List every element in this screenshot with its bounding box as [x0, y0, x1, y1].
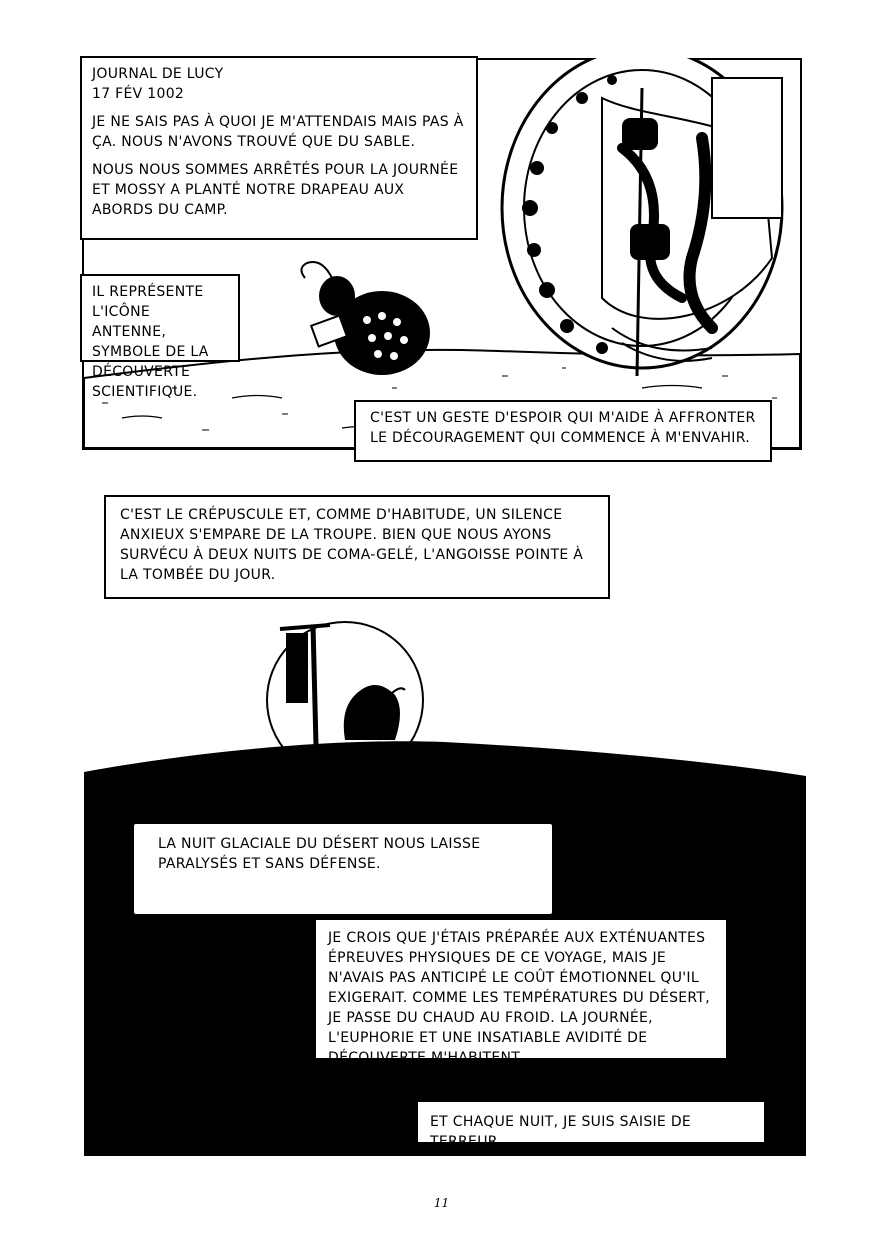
journal-title: JOURNAL DE LUCY [92, 66, 224, 82]
hope-caption: C'EST UN GESTE D'ESPOIR QUI M'AIDE À AFFRONTER LE DÉCOURAGEMENT QUI COMMENCE À M'ENVAHIR. [354, 400, 772, 462]
icon-caption: IL REPRÉSENTE L'ICÔNE ANTENNE, SYMBOLE DE LA DÉCOUVERTE SCIENTIFIQUE. [80, 274, 240, 362]
journal-line-1: JE NE SAIS PAS À QUOI JE M'ATTENDAIS MAIS PAS À ÇA. NOUS N'AVONS TROUVÉ QUE DU SABLE. [92, 114, 464, 150]
journal-caption [80, 56, 478, 240]
terror-caption: ET CHAQUE NUIT, JE SUIS SAISIE DE TERREUR... [418, 1102, 764, 1142]
night-caption: LA NUIT GLACIALE DU DÉSERT NOUS LAISSE PARALYSÉS ET SANS DÉFENSE. [134, 824, 552, 914]
flag-icon [286, 633, 308, 703]
voyage-caption: JE CROIS QUE J'ÉTAIS PRÉPARÉE AUX EXTÉNUANTES ÉPREUVES PHYSIQUES DE CE VOYAGE, MAIS JE N'AVAIS PAS ANTICIPÉ LE COÛT ÉMOTIONNEL QU'IL EXIGERAIT. COMME LES TEMPÉRATURES DU DÉSERT, JE PASSE DU CHAUD AU FROID. LA JOURNÉE, L'EUPHORIE ET UNE INSATIABLE AVIDITÉ DE DÉCOUVERTE M'HABITENT... [316, 920, 726, 1058]
panel-desert-night [84, 720, 806, 1156]
page-number: 11 [433, 1196, 450, 1210]
journal-line-2: NOUS NOUS SOMMES ARRÊTÉS POUR LA JOURNÉE ET MOSSY A PLANTÉ NOTRE DRAPEAU AUX ABORDS DU CAMP. [92, 162, 459, 218]
dusk-caption: C'EST LE CRÉPUSCULE ET, COMME D'HABITUDE, UN SILENCE ANXIEUX S'EMPARE DE LA TROUPE. BIEN QUE NOUS AYONS SURVÉCU À DEUX NUITS DE COMA-GELÉ, L'ANGOISSE POINTE À LA TOMBÉE DU JOUR. [104, 495, 610, 599]
journal-date: 17 FÉV 1002 [92, 86, 185, 102]
panel-desert-day [82, 58, 802, 450]
